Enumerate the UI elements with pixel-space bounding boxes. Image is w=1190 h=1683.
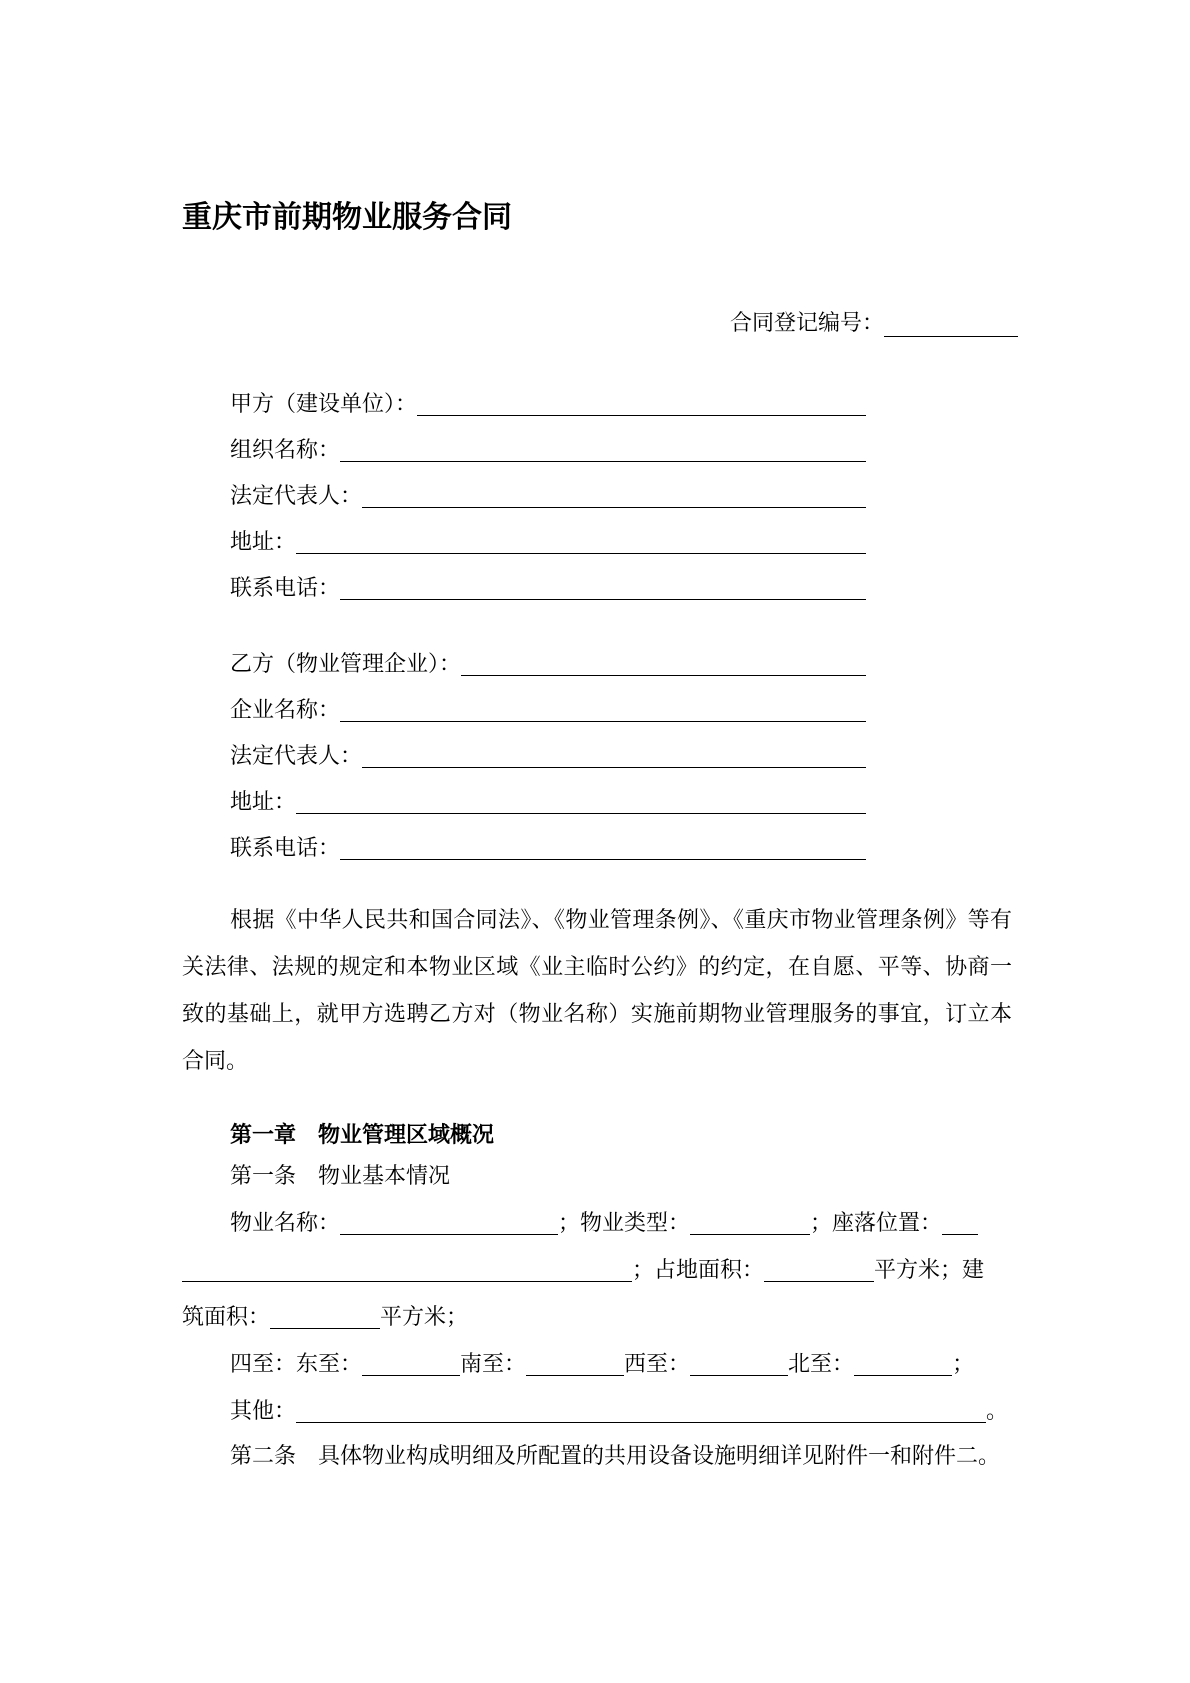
land-area-blank[interactable] [764, 1259, 874, 1282]
party-a-rep-blank[interactable] [362, 485, 866, 508]
article-1-title: 第一条 物业基本情况 [230, 1164, 451, 1189]
party-b-rep-blank[interactable] [362, 745, 866, 768]
preamble-paragraph: 根据《中华人民共和国合同法》、《物业管理条例》、《重庆市物业管理条例》等有关法律、法规的规定和本物业区域《业主临时公约》的约定，在自愿、平等、协商一致的基础上，就甲方选聘乙方对（物业名称）实施前期物业管理服务的事宜，订立本合同。 [182, 908, 1012, 1074]
bounds-west-blank[interactable] [690, 1353, 788, 1376]
bounds-east-label: 四至：东至： [230, 1352, 363, 1377]
bounds-east-blank[interactable] [362, 1353, 460, 1376]
bounds-south-label: 南至： [460, 1352, 527, 1377]
property-location-blank-cont[interactable] [182, 1259, 632, 1282]
bounds-line [230, 1348, 974, 1378]
party-a-phone-blank[interactable] [340, 577, 866, 600]
party-a-phone-field [230, 572, 866, 602]
party-a-heading-field [230, 388, 866, 418]
party-a-org-field [230, 434, 866, 464]
bounds-semicolon: ； [952, 1352, 975, 1377]
property-location-blank-start[interactable] [942, 1212, 978, 1235]
property-type-blank[interactable] [690, 1212, 810, 1235]
property-location-label: ；座落位置： [810, 1211, 943, 1236]
party-a-org-label: 组织名称： [230, 438, 341, 463]
property-line-2 [182, 1254, 984, 1284]
land-area-unit: 平方米；建 [874, 1258, 985, 1283]
property-type-label: ；物业类型： [558, 1211, 691, 1236]
bounds-west-label: 西至： [624, 1352, 691, 1377]
party-b-heading-field [230, 648, 866, 678]
chapter-1-heading: 第一章 物业管理区域概况 [230, 1123, 495, 1148]
bounds-north-label: 北至： [788, 1352, 855, 1377]
party-a-address-field [230, 526, 866, 556]
party-b-heading-blank[interactable] [461, 653, 866, 676]
article-1-heading [230, 1160, 450, 1190]
party-b-address-blank[interactable] [296, 791, 866, 814]
build-area-label: 筑面积： [182, 1305, 271, 1330]
party-a-rep-field [230, 480, 866, 510]
property-line-1 [230, 1207, 978, 1237]
party-a-address-blank[interactable] [296, 531, 866, 554]
land-area-label: ；占地面积： [632, 1258, 765, 1283]
other-line [230, 1395, 1008, 1425]
bounds-south-blank[interactable] [526, 1353, 624, 1376]
party-a-phone-label: 联系电话： [230, 576, 341, 601]
party-b-heading: 乙方（物业管理企业）： [230, 652, 462, 677]
bounds-north-blank[interactable] [854, 1353, 952, 1376]
party-a-address-label: 地址： [230, 530, 297, 555]
registration-number-label: 合同登记编号： [729, 311, 884, 336]
property-line-3 [182, 1301, 468, 1331]
property-name-blank[interactable] [340, 1212, 558, 1235]
party-b-phone-blank[interactable] [340, 837, 866, 860]
party-b-phone-label: 联系电话： [230, 836, 341, 861]
registration-number-blank[interactable] [884, 314, 1018, 337]
party-a-rep-label: 法定代表人： [230, 484, 363, 509]
build-area-unit: 平方米； [380, 1305, 469, 1330]
party-b-org-field [230, 694, 866, 724]
property-name-label: 物业名称： [230, 1211, 341, 1236]
party-b-address-field [230, 786, 866, 816]
party-b-phone-field [230, 832, 866, 862]
party-b-rep-label: 法定代表人： [230, 744, 363, 769]
party-a-heading-blank[interactable] [417, 393, 866, 416]
build-area-blank[interactable] [270, 1306, 380, 1329]
other-period: 。 [986, 1399, 1009, 1424]
registration-number [730, 306, 1018, 337]
party-a-heading: 甲方（建设单位）： [230, 392, 418, 417]
party-b-rep-field [230, 740, 866, 770]
document-title: 重庆市前期物业服务合同 [182, 200, 512, 235]
party-a-org-blank[interactable] [340, 439, 866, 462]
party-b-org-label: 企业名称： [230, 698, 341, 723]
other-blank[interactable] [296, 1400, 986, 1423]
article-2-paragraph: 第二条 具体物业构成明细及所配置的共用设备设施明细详见附件一和附件二。 [230, 1444, 1001, 1469]
other-label: 其他： [230, 1399, 297, 1424]
party-b-org-blank[interactable] [340, 699, 866, 722]
party-b-address-label: 地址： [230, 790, 297, 815]
